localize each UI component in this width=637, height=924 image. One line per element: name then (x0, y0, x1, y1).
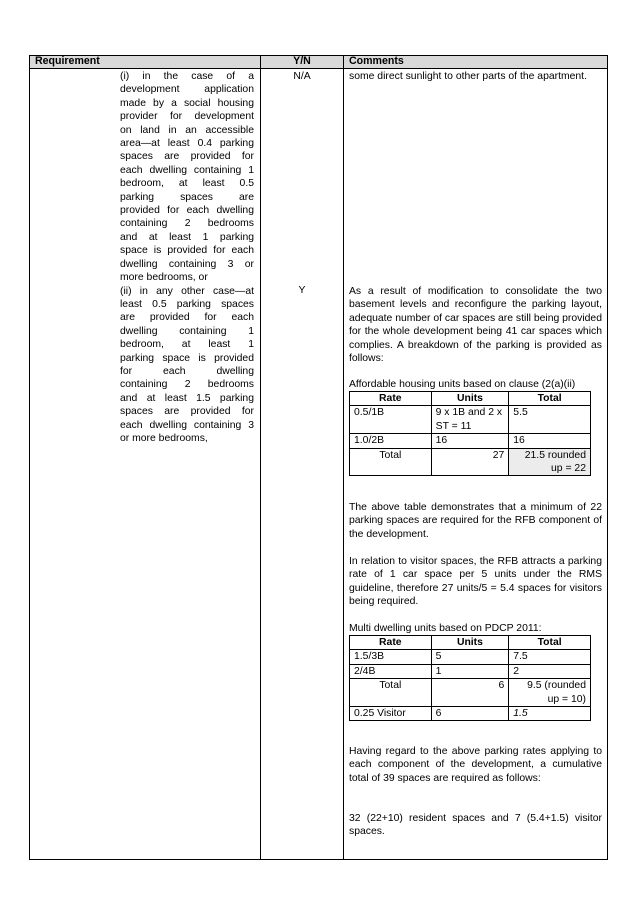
table-cell: 1 (431, 664, 509, 678)
table1-caption: Affordable housing units based on clause (2(a)(ii) (349, 379, 576, 390)
requirement-line: and at least 1 parking (120, 231, 254, 243)
table-cell: 16 (431, 434, 509, 448)
requirement-line: spaces are provided for (120, 151, 254, 163)
requirement-line: bedroom, at least 0.5 (120, 178, 254, 190)
table-header-cell: Total (509, 636, 591, 650)
requirement-line: dwelling containing 1 (120, 325, 254, 337)
multi-dwelling-table (349, 635, 591, 721)
table-total-value: 9.5 (rounded up = 10) (509, 679, 591, 707)
table-row (350, 664, 591, 678)
table-cell: 7.5 (509, 650, 591, 664)
table-cell: 1.5/3B (350, 650, 432, 664)
requirement-line: bedroom, at least 1 (120, 339, 254, 351)
table-header-cell: Total (509, 392, 591, 406)
table-row (350, 650, 591, 664)
requirement-line: provider for development (120, 111, 254, 123)
table-cell: 0.25 Visitor (350, 707, 432, 721)
table-total-units: 27 (431, 448, 509, 476)
table-cell: 6 (431, 707, 509, 721)
table-row (350, 406, 591, 434)
requirement-text (120, 70, 254, 445)
header-requirement: Requirement (35, 55, 100, 67)
table-total-label: Total (350, 448, 432, 476)
requirement-line: containing 2 bedrooms (120, 379, 254, 391)
table-header-cell: Units (431, 392, 509, 406)
comment-paragraph-6: 32 (22+10) resident spaces and 7 (5.4+1.5) visitor spaces. (349, 813, 602, 838)
table-header-cell: Units (431, 636, 509, 650)
compliance-table (29, 55, 608, 860)
table-border-bottom (29, 859, 608, 860)
table-total-label: Total (350, 679, 432, 707)
column-divider-1 (260, 55, 261, 860)
comment-paragraph-2: As a result of modification to consolidate the two basement levels and reconfigure the parking layout, adequate number of car spaces are still being provided for the whole development being 41 car spaces which complies. A breakdown of the parking is provided as follows: (349, 286, 602, 365)
requirement-line: parking space is provided (120, 352, 254, 364)
table-cell: 1.0/2B (350, 434, 432, 448)
table-cell: 2/4B (350, 664, 432, 678)
requirement-line: (ii) in any other case—at (120, 285, 254, 297)
header-yn: Y/N (293, 55, 311, 67)
table-cell: 2 (509, 664, 591, 678)
table-row (350, 392, 591, 406)
requirement-line: spaces are provided for (120, 406, 254, 418)
table-row (350, 707, 591, 721)
table-row (350, 434, 591, 448)
table-cell: 9 x 1B and 2 x ST = 11 (431, 406, 509, 434)
affordable-housing-table (349, 391, 591, 476)
requirement-line: (i) in the case of a (120, 71, 254, 82)
requirement-line: containing 2 bedrooms (120, 218, 254, 230)
comment-paragraph-3: The above table demonstrates that a minimum of 22 parking spaces are required for the RFB component of the development. (349, 502, 602, 540)
requirement-line: least 0.5 parking spaces (120, 298, 254, 310)
table-header-cell: Rate (350, 636, 432, 650)
requirement-line: on land in an accessible (120, 124, 254, 136)
requirement-line: each dwelling containing 1 (120, 164, 254, 176)
requirement-line: parking spaces are (120, 191, 254, 203)
table-border-left (29, 55, 30, 860)
requirement-line: for each dwelling (120, 365, 254, 377)
yn-value-na: N/A (293, 71, 311, 82)
table-row (350, 636, 591, 650)
comment-paragraph-1: some direct sunlight to other parts of the apartment. (349, 71, 587, 82)
table-row (350, 448, 591, 476)
header-comments: Comments (349, 55, 404, 67)
table-cell: 5.5 (509, 406, 591, 434)
table-total-units: 6 (431, 679, 509, 707)
requirement-line: area—at least 0.4 parking (120, 138, 254, 150)
requirement-line: and at least 1.5 parking (120, 392, 254, 404)
table-row (350, 679, 591, 707)
requirement-line: development application (120, 84, 254, 96)
table-cell: 16 (509, 434, 591, 448)
table-total-value: 21.5 rounded up = 22 (509, 448, 591, 476)
comment-paragraph-5: Having regard to the above parking rates applying to each component of the development, a cumulative total of 39 spaces are required as follows: (349, 746, 602, 784)
yn-value-yes: Y (298, 285, 306, 296)
requirement-line: space is provided for each (120, 245, 254, 257)
table2-caption: Multi dwelling units based on PDCP 2011: (349, 623, 542, 634)
table-cell: 0.5/1B (350, 406, 432, 434)
table-cell: 5 (431, 650, 509, 664)
requirement-line: more bedrooms, or (120, 272, 208, 284)
table-border-right (607, 55, 608, 860)
column-divider-2 (343, 55, 344, 860)
requirement-line: dwelling containing 3 or (120, 258, 254, 270)
requirement-line: provided for each dwelling (120, 205, 254, 217)
comment-paragraph-4: In relation to visitor spaces, the RFB attracts a parking rate of 1 car space per 5 units under the RMS guideline, therefore 27 units/5 = 5.4 spaces for visitors being required. (349, 556, 602, 608)
requirement-line: are provided for each (120, 312, 254, 324)
table-header-cell: Rate (350, 392, 432, 406)
requirement-line: made by a social housing (120, 97, 254, 109)
requirement-line: or more bedrooms, (120, 432, 208, 444)
requirement-line: each dwelling containing 3 (120, 419, 254, 431)
table-cell: 1.5 (509, 707, 591, 721)
